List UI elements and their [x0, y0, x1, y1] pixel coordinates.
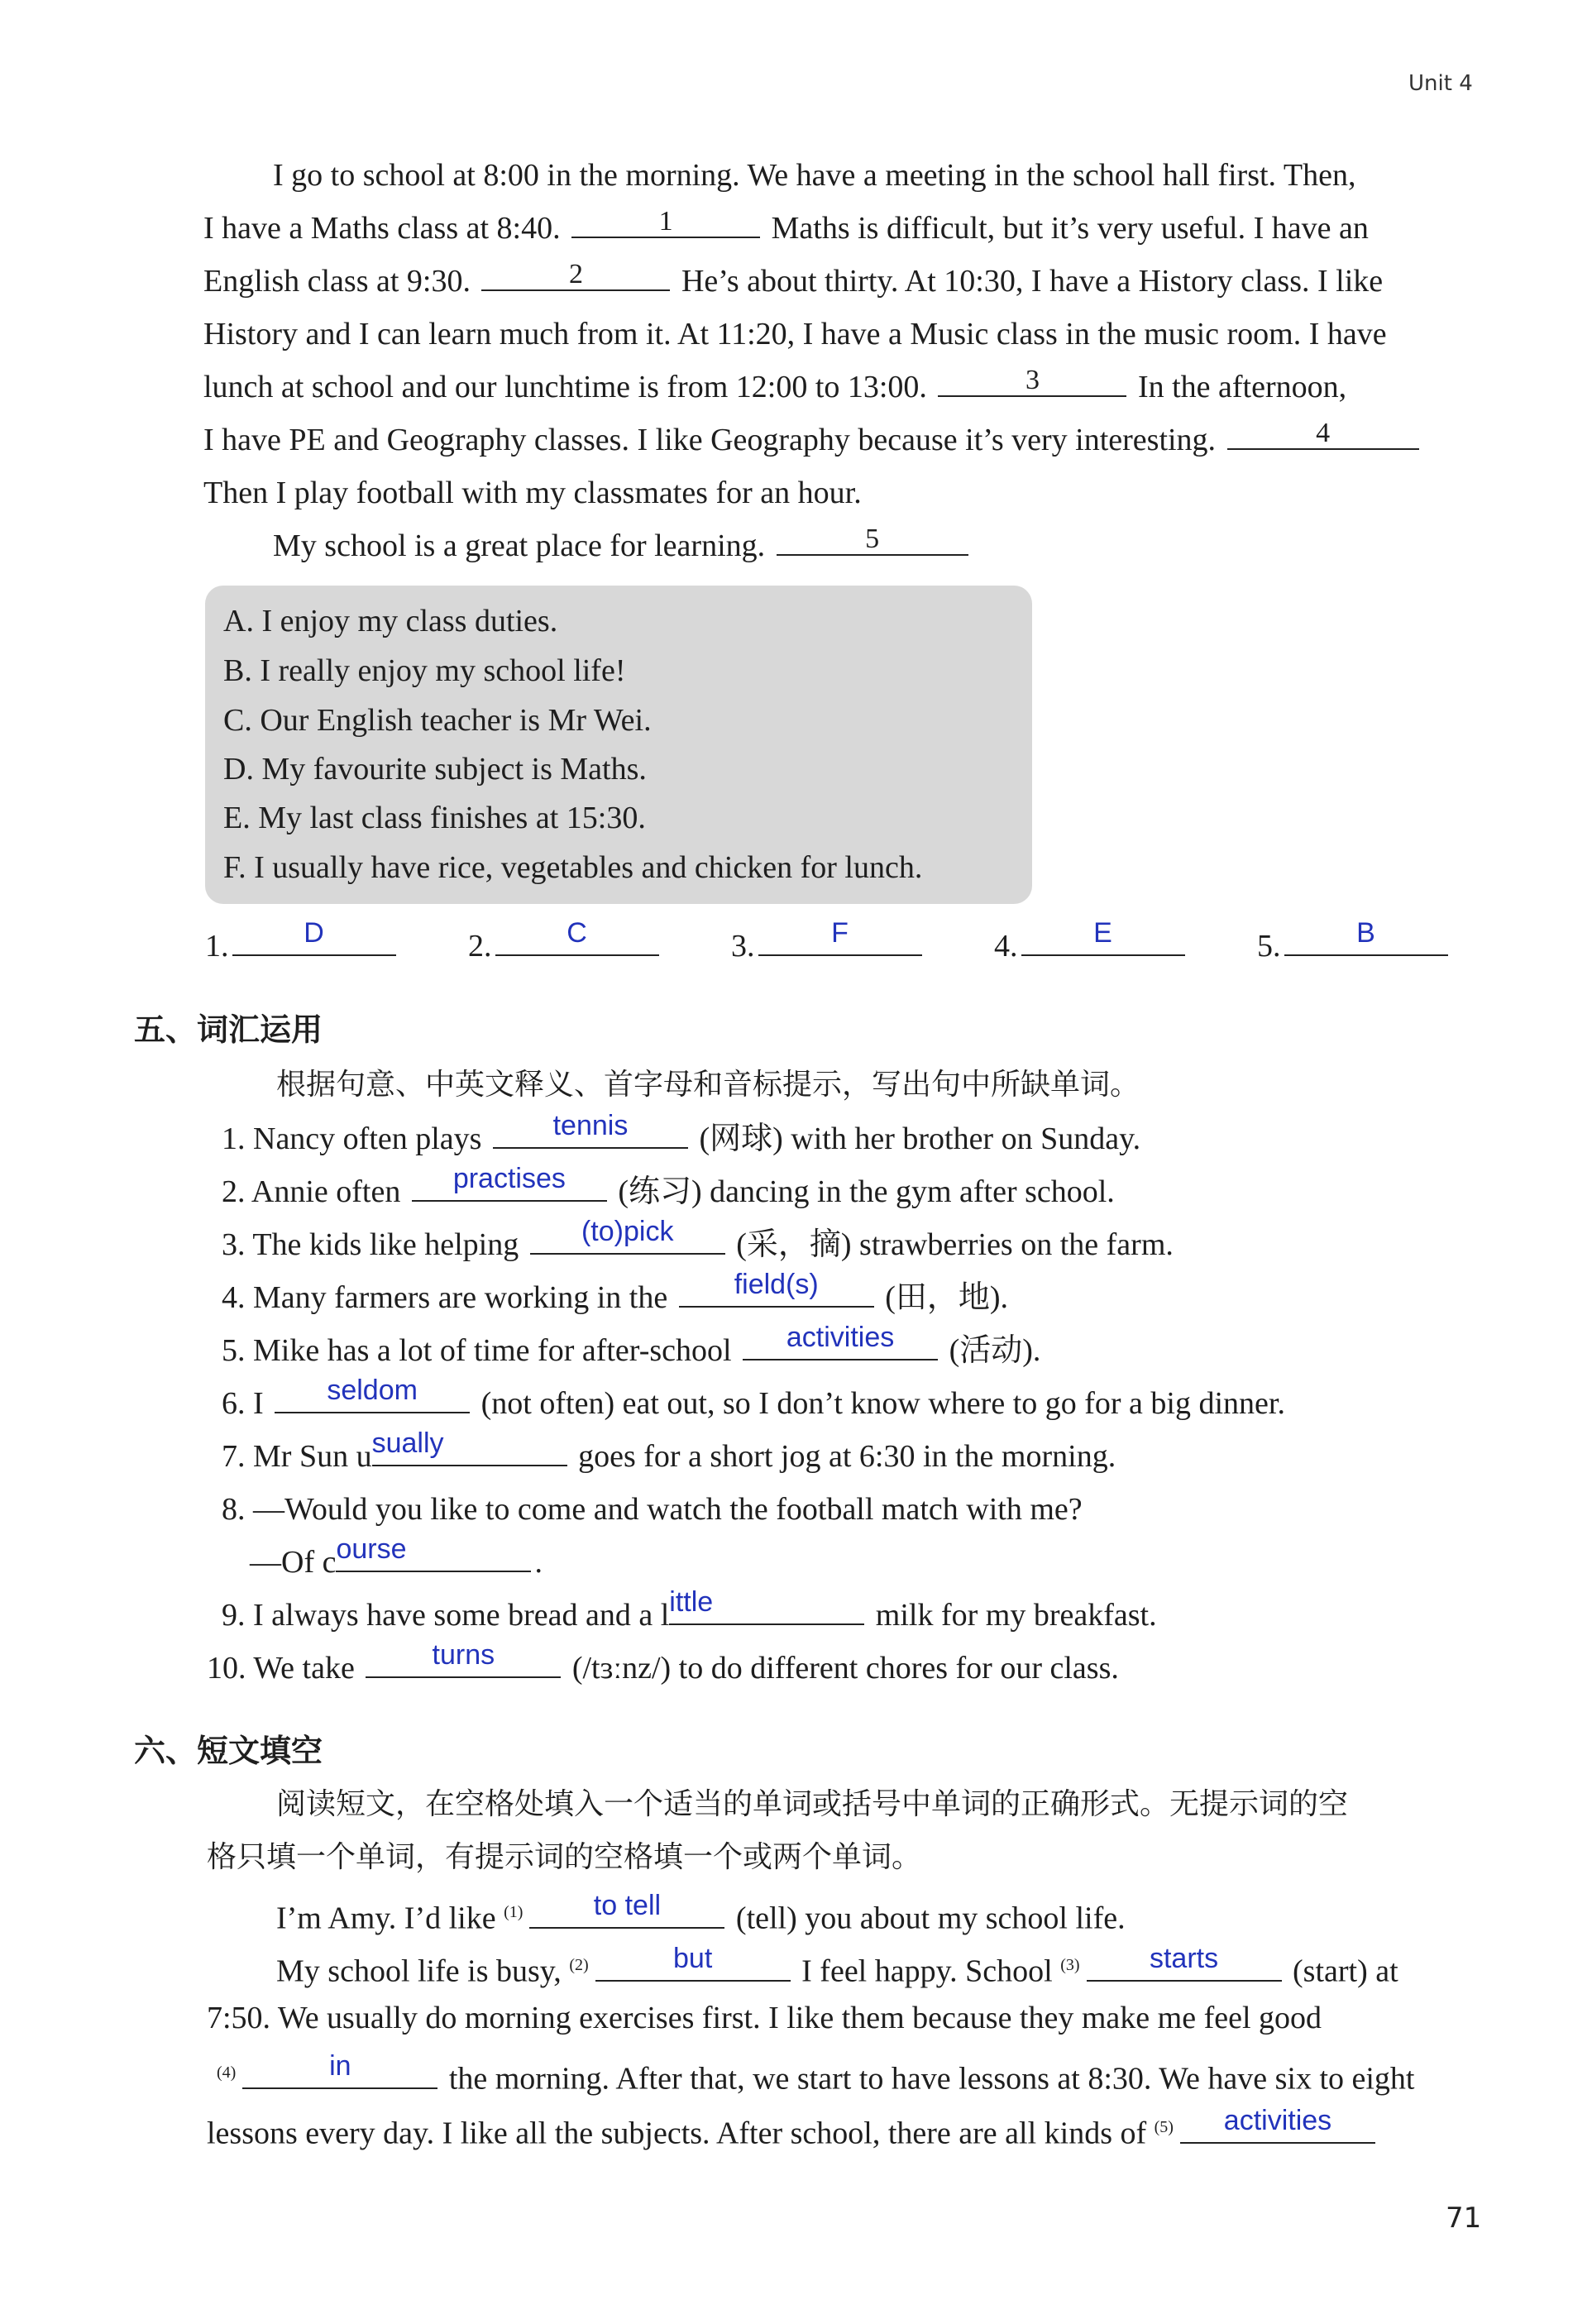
vocab-item-8: [222, 1486, 1083, 1533]
passage-text: lunch at school and our lunchtime is from 12:00 to 13:00.: [203, 370, 927, 404]
section-5-title: 五、词汇运用: [134, 1011, 323, 1048]
option-c: C. Our English teacher is Mr Wei.: [223, 703, 652, 738]
vocab-blank-7[interactable]: [371, 1427, 567, 1466]
item-number: 5.: [222, 1333, 246, 1368]
passage-line-5: [203, 364, 1346, 410]
item-text: milk for my breakfast.: [875, 1598, 1157, 1633]
blank-marker: (1): [504, 1903, 523, 1921]
blank-number: 3: [1025, 365, 1040, 395]
unit-label: Unit 4: [1408, 71, 1473, 96]
vocab-item-5: [222, 1322, 1041, 1374]
item-text: The kids like helping: [252, 1227, 519, 1262]
item-number: 4.: [222, 1280, 246, 1315]
item-text: (网球) with her brother on Sunday.: [699, 1121, 1141, 1156]
answer-blank[interactable]: [1284, 917, 1448, 956]
item-text: .: [534, 1545, 543, 1580]
passage-text: My school is a great place for learning.: [273, 528, 766, 563]
answer-value: seldom: [327, 1375, 418, 1406]
answer-value: but: [673, 1942, 713, 1974]
vocab-blank-6[interactable]: [275, 1375, 470, 1413]
answer-item: [205, 917, 468, 969]
item-text: goes for a short jog at 6:30 in the morning.: [578, 1439, 1116, 1474]
answer-value: field(s): [734, 1269, 819, 1300]
blank-number: 2: [568, 259, 583, 289]
option-a: A. I enjoy my class duties.: [223, 604, 558, 638]
answer-value: ourse: [336, 1533, 407, 1565]
section-5-instruction: 根据句意、中英文释义、首字母和音标提示，写出句中所缺单词。: [276, 1068, 1140, 1102]
passage-blank-5[interactable]: [777, 524, 968, 556]
cloze-text: I’m Amy. I’d like: [276, 1901, 496, 1936]
blank-marker: (2): [569, 1956, 589, 1974]
item-text: —Of c: [250, 1545, 337, 1580]
section-6-title: 六、短文填空: [134, 1733, 323, 1769]
item-number: 1.: [222, 1121, 246, 1156]
answer-row: [205, 917, 1505, 969]
item-text: (not often) eat out, so I don’t know where to go for a big dinner.: [480, 1386, 1285, 1421]
answer-value: starts: [1149, 1942, 1219, 1974]
vocab-item-4: [222, 1269, 1009, 1321]
item-text: I: [253, 1386, 264, 1421]
item-text: (活动).: [949, 1333, 1041, 1368]
page-number: 71: [1446, 2202, 1482, 2235]
blank-marker: (5): [1154, 2118, 1174, 2136]
item-text: We take: [253, 1651, 355, 1686]
vocab-item-3: [222, 1216, 1174, 1268]
cloze-text: (start) at: [1293, 1953, 1398, 1989]
cloze-blank-4[interactable]: [242, 2049, 437, 2089]
cloze-text: I feel happy. School: [801, 1953, 1053, 1989]
item-text: I always have some bread and a l: [253, 1598, 670, 1633]
cloze-blank-5[interactable]: [1180, 2104, 1375, 2144]
passage-text: English class at 9:30.: [203, 264, 471, 299]
vocab-item-9: [222, 1586, 1157, 1638]
cloze-text: lessons every day. I like all the subjects. After school, there are all kinds of: [207, 2116, 1147, 2151]
passage-text: In the afternoon,: [1137, 370, 1347, 404]
vocab-blank-10[interactable]: [366, 1639, 561, 1678]
blank-marker: (4): [217, 2063, 237, 2082]
passage-line-3: [203, 258, 1383, 304]
passage-blank-1[interactable]: [571, 207, 760, 238]
vocab-blank-4[interactable]: [679, 1269, 874, 1308]
option-b: B. I really enjoy my school life!: [223, 653, 626, 688]
item-number: 6.: [222, 1386, 246, 1421]
passage-line-6: [203, 417, 1422, 463]
item-number: 10.: [207, 1651, 246, 1686]
blank-number: 5: [865, 524, 880, 554]
passage-text: I go to school at 8:00 in the morning. We have a meeting in the school hall first. Then,: [273, 158, 1356, 193]
answer-blank[interactable]: [758, 917, 922, 956]
option-e: E. My last class finishes at 15:30.: [223, 801, 646, 835]
cloze-text: 7:50. We usually do morning exercises first. I like them because they make me feel good: [207, 2001, 1322, 2035]
vocab-item-8-reply: [250, 1533, 543, 1585]
answer-number: 3.: [731, 929, 755, 964]
answer-value: D: [304, 917, 324, 949]
cloze-line-1: [276, 1889, 1126, 1942]
answer-item: [731, 917, 994, 969]
vocab-blank-8[interactable]: [336, 1533, 531, 1572]
cloze-blank-2[interactable]: [595, 1942, 791, 1982]
item-number: 2.: [222, 1174, 246, 1209]
answer-value: to tell: [593, 1889, 662, 1921]
item-text: (练习) dancing in the gym after school.: [618, 1174, 1115, 1209]
vocab-item-10: [207, 1639, 1119, 1691]
blank-marker: (3): [1060, 1956, 1080, 1974]
passage-blank-2[interactable]: [481, 260, 670, 291]
passage-text: History and I can learn much from it. At 11:20, I have a Music class in the music room. I have: [203, 317, 1387, 351]
item-text: Nancy often plays: [253, 1121, 482, 1156]
cloze-blank-1[interactable]: [529, 1889, 724, 1929]
item-text: —Would you like to come and watch the football match with me?: [253, 1492, 1083, 1527]
item-text: (采，摘) strawberries on the farm.: [736, 1227, 1174, 1262]
item-number: 7.: [222, 1439, 246, 1474]
item-number: 9.: [222, 1598, 246, 1633]
passage-text: Then I play football with my classmates for an hour.: [203, 476, 862, 510]
item-text: Mr Sun u: [253, 1439, 372, 1474]
cloze-line-2: [276, 1942, 1398, 1995]
item-text: Annie often: [251, 1174, 401, 1209]
answer-value: F: [831, 917, 849, 949]
vocab-blank-1[interactable]: [493, 1110, 688, 1149]
answer-blank[interactable]: [495, 917, 659, 956]
option-d: D. My favourite subject is Maths.: [223, 752, 647, 787]
answer-blank[interactable]: [232, 917, 396, 956]
answer-number: 5.: [1257, 929, 1281, 964]
blank-number: 4: [1316, 418, 1331, 448]
answer-value: activities: [786, 1322, 895, 1353]
vocab-item-6: [222, 1375, 1285, 1427]
cloze-line-4: [217, 2049, 1415, 2102]
answer-value: in: [329, 2049, 351, 2082]
passage-text: I have PE and Geography classes. I like Geography because it’s very interesting.: [203, 423, 1217, 457]
passage-line-7: [203, 470, 862, 516]
vocab-blank-2[interactable]: [412, 1163, 607, 1202]
item-number: 8.: [222, 1492, 246, 1527]
option-f: F. I usually have rice, vegetables and chicken for lunch.: [223, 850, 923, 885]
passage-line-8: [273, 523, 972, 569]
vocab-blank-9[interactable]: [669, 1586, 864, 1625]
answer-value: E: [1093, 917, 1112, 949]
blank-number: 1: [658, 206, 673, 237]
passage-text: He’s about thirty. At 10:30, I have a History class. I like: [681, 264, 1384, 299]
cloze-text: the morning. After that, we start to have lessons at 8:30. We have six to eight: [448, 2061, 1415, 2097]
passage-line-2: [203, 205, 1369, 251]
answer-blank[interactable]: [1021, 917, 1185, 956]
item-text: (田，地).: [885, 1280, 1009, 1315]
answer-item: [1257, 917, 1505, 969]
vocab-item-2: [222, 1163, 1115, 1215]
answer-number: 2.: [468, 929, 492, 964]
vocab-item-7: [222, 1427, 1116, 1480]
passage-text: Maths is difficult, but it’s very useful. I have an: [771, 211, 1369, 246]
answer-value: practises: [452, 1163, 566, 1194]
answer-number: 1.: [205, 929, 229, 964]
item-text: (/tɜːnz/) to do different chores for our class.: [571, 1651, 1119, 1686]
item-number: 3.: [222, 1227, 246, 1262]
answer-value: turns: [432, 1639, 495, 1671]
passage-blank-4[interactable]: [1227, 418, 1419, 450]
cloze-line-3: [207, 1995, 1322, 2041]
passage-line-4: [203, 311, 1387, 357]
answer-item: [468, 917, 731, 969]
answer-value: tennis: [552, 1110, 629, 1141]
answer-item: [994, 917, 1257, 969]
cloze-blank-3[interactable]: [1087, 1942, 1282, 1982]
section-6-instruction-2: 格只填一个单词，有提示词的空格填一个或两个单词。: [207, 1840, 922, 1874]
answer-value: C: [567, 917, 587, 949]
vocab-item-1: [222, 1110, 1141, 1162]
vocab-blank-5[interactable]: [743, 1322, 938, 1360]
answer-value: ittle: [669, 1586, 714, 1618]
item-text: Mike has a lot of time for after-school: [253, 1333, 732, 1368]
passage-line-1: [273, 152, 1355, 198]
cloze-line-5: [207, 2104, 1379, 2157]
item-text: Many farmers are working in the: [253, 1280, 668, 1315]
answer-value: B: [1356, 917, 1375, 949]
section-6-instruction-1: 阅读短文，在空格处填入一个适当的单词或括号中单词的正确形式。无提示词的空: [276, 1787, 1349, 1821]
passage-text: I have a Maths class at 8:40.: [203, 211, 561, 246]
answer-value: sually: [371, 1427, 444, 1459]
cloze-text: My school life is busy,: [276, 1953, 562, 1989]
vocab-blank-3[interactable]: [530, 1216, 725, 1255]
answer-value: activities: [1223, 2104, 1332, 2136]
cloze-text: (tell) you about my school life.: [735, 1901, 1126, 1936]
answer-value: (to)pick: [581, 1216, 674, 1247]
passage-blank-3[interactable]: [938, 366, 1126, 397]
answer-number: 4.: [994, 929, 1018, 964]
